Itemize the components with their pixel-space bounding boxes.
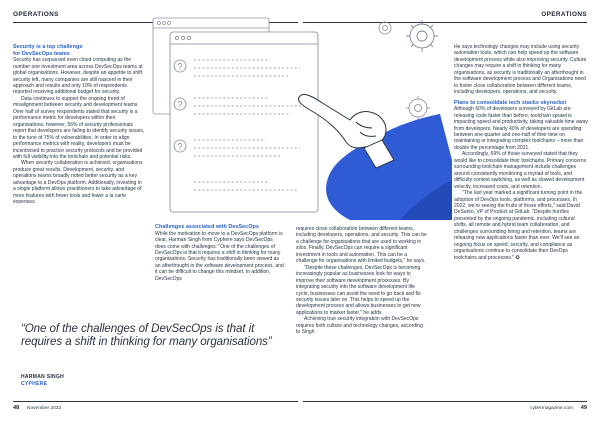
publication-url: cybermagazine.com bbox=[530, 406, 573, 411]
section-heading-consolidate: Plans to consolidate tech stacks skyrocket bbox=[454, 99, 567, 106]
gear-icon-lower bbox=[406, 96, 430, 120]
page-number-right: 49 bbox=[580, 405, 587, 411]
footer-divider-left bbox=[13, 401, 298, 402]
article-column-3 bbox=[296, 226, 428, 336]
body-paragraph: "The last year marked a significant turning point in the adoption of DevOps tools, platforms, and processes. In 2022, we're seeing the fruits of those efforts," said David DeSanto, VP of Product at GitLab. "Despite hurdles presented by the ongoing pandemic, including cultural shifts, all remote and hybrid team collaboration, and challenges surrounding hiring and retention, teams are releasing new applications faster than ever. We'll see an ongoing focus on speed, security, and compliance as organisations continue to consolidate their DevOps toolchains and processes." ✪ bbox=[454, 190, 583, 261]
body-paragraph: Achieving true security integration with DevSecOps requires both culture and technology changes, according to Singh bbox=[296, 316, 423, 336]
small-gear-icon bbox=[379, 22, 391, 34]
quote-attribution-company: CYPHERE bbox=[21, 381, 48, 387]
pull-quote: “One of the challenges of DevSecOps is that it requires a shift in thinking for many organisations” bbox=[21, 322, 272, 349]
body-paragraph: Accordingly, 69% of those surveyed stated that they would like to consolidate their toolchains. Primary concerns surrounding toolchain management include challenges around consistently monitoring a myriad of tools, and difficulty context switching, as well as slowed development velocity, increased costs, and retention. bbox=[454, 151, 587, 190]
body-paragraph: Although 60% of developers surveyed by GitLab are releasing code faster than before, toolchain sprawl is impacting speed and productivity, taking valuable time away from developers. Nearly 40% of developers are spending between one-quarter and one-half of their time on maintaining or integrating complex toolchains – more than double the percentage from 2021. bbox=[454, 106, 588, 151]
issue-date: November 2022 bbox=[27, 406, 62, 411]
body-paragraph: When security collaboration is achieved, organisations produce great results. Development, security, and operations teams broadly noted better security as a key advantage to a DevOps platform. Additionally, investing in a single platform allows practitioners to take advantage of more features with fewer tools and fewer a la carte expenses. bbox=[13, 160, 143, 206]
section-heading-security bbox=[13, 44, 145, 57]
hand-pointing-at-browser-illustration bbox=[150, 10, 452, 220]
heading-line-2: for DevSecOps teams bbox=[13, 50, 70, 57]
body-paragraph: He says technology changes may include using security automation tools, which can help speed up the software development process while also improving security. Culture changes may require a shift in thinking for many organisations, as security is traditionally an afterthought in the software development process and Organisations need to foster close collaboration between different teams, including developers, operations, and security. bbox=[454, 44, 587, 96]
body-paragraph: Data continues to support the ongoing trend of misalignment between security and development teams. Over half of survey respondents stated that security is a performance metric for developers within their organisations, however, 56% of security professionals report that developers are failing to identify security issues, to the tune of 75% of vulnerabilities. In order to align performance metrics with reality, developers must be incentivised to practice security protocols and be provided with full visibility into the toolchain and potential risks. bbox=[13, 95, 145, 160]
body-paragraph: requires close collaboration between different teams, including developers, operations, and security. This can be a challenge for organisations that are used to working in silos. Finally, DevSecOps can require a significant investment in tools and automation. This can be a challenge for organisations with limited budgets," he says. bbox=[296, 226, 427, 265]
browser-window-main bbox=[170, 32, 318, 212]
section-label-left: OPERATIONS bbox=[13, 11, 59, 18]
article-column-2 bbox=[155, 224, 285, 282]
article-column-1 bbox=[13, 44, 145, 206]
body-paragraph: Security has surpassed even cloud computing as the number one investment area across DevSecOps teams at global organisations. However, despite an appetite to shift security left, many companies are still nascent in their approach and results and only 10% of respondents reported receiving additional budget for security. bbox=[13, 57, 143, 96]
svg-text:?: ? bbox=[177, 61, 183, 72]
section-label-right: OPERATIONS bbox=[541, 11, 587, 18]
gear-icon bbox=[406, 20, 438, 52]
article-column-4 bbox=[454, 44, 588, 261]
section-heading-challenges: Challenges associated with DevSecOps bbox=[155, 224, 259, 230]
svg-text:?: ? bbox=[177, 99, 183, 110]
svg-text:?: ? bbox=[177, 141, 183, 152]
quote-attribution-name: HARMAN SINGH bbox=[21, 374, 65, 380]
heading-line-1: Security is a top challenge bbox=[13, 44, 83, 50]
page-number-left: 48 bbox=[13, 405, 20, 411]
body-paragraph: "Despite these challenges, DevSecOps is becoming increasingly popular as businesses look for ways to improve their software development processes. By integrating security into the software development life cycle, businesses can avoid the need to go back and fix security issues later on. This helps to speed up the development process and allows businesses to get new applications to market faster," he adds. bbox=[296, 264, 421, 316]
body-paragraph: While the motivation to move to a DevSecOps platform is clear, Harman Singh from Cyphere says DevSecOps does come with challenges: "One of the challenges of DevSecOps is that it requires a shift in thinking for many organisations. Security has traditionally been viewed as an afterthought in the software development process, and it can be difficult to change this mindset. In addition, DevSecOps bbox=[155, 230, 284, 282]
footer-divider-right bbox=[303, 401, 587, 402]
